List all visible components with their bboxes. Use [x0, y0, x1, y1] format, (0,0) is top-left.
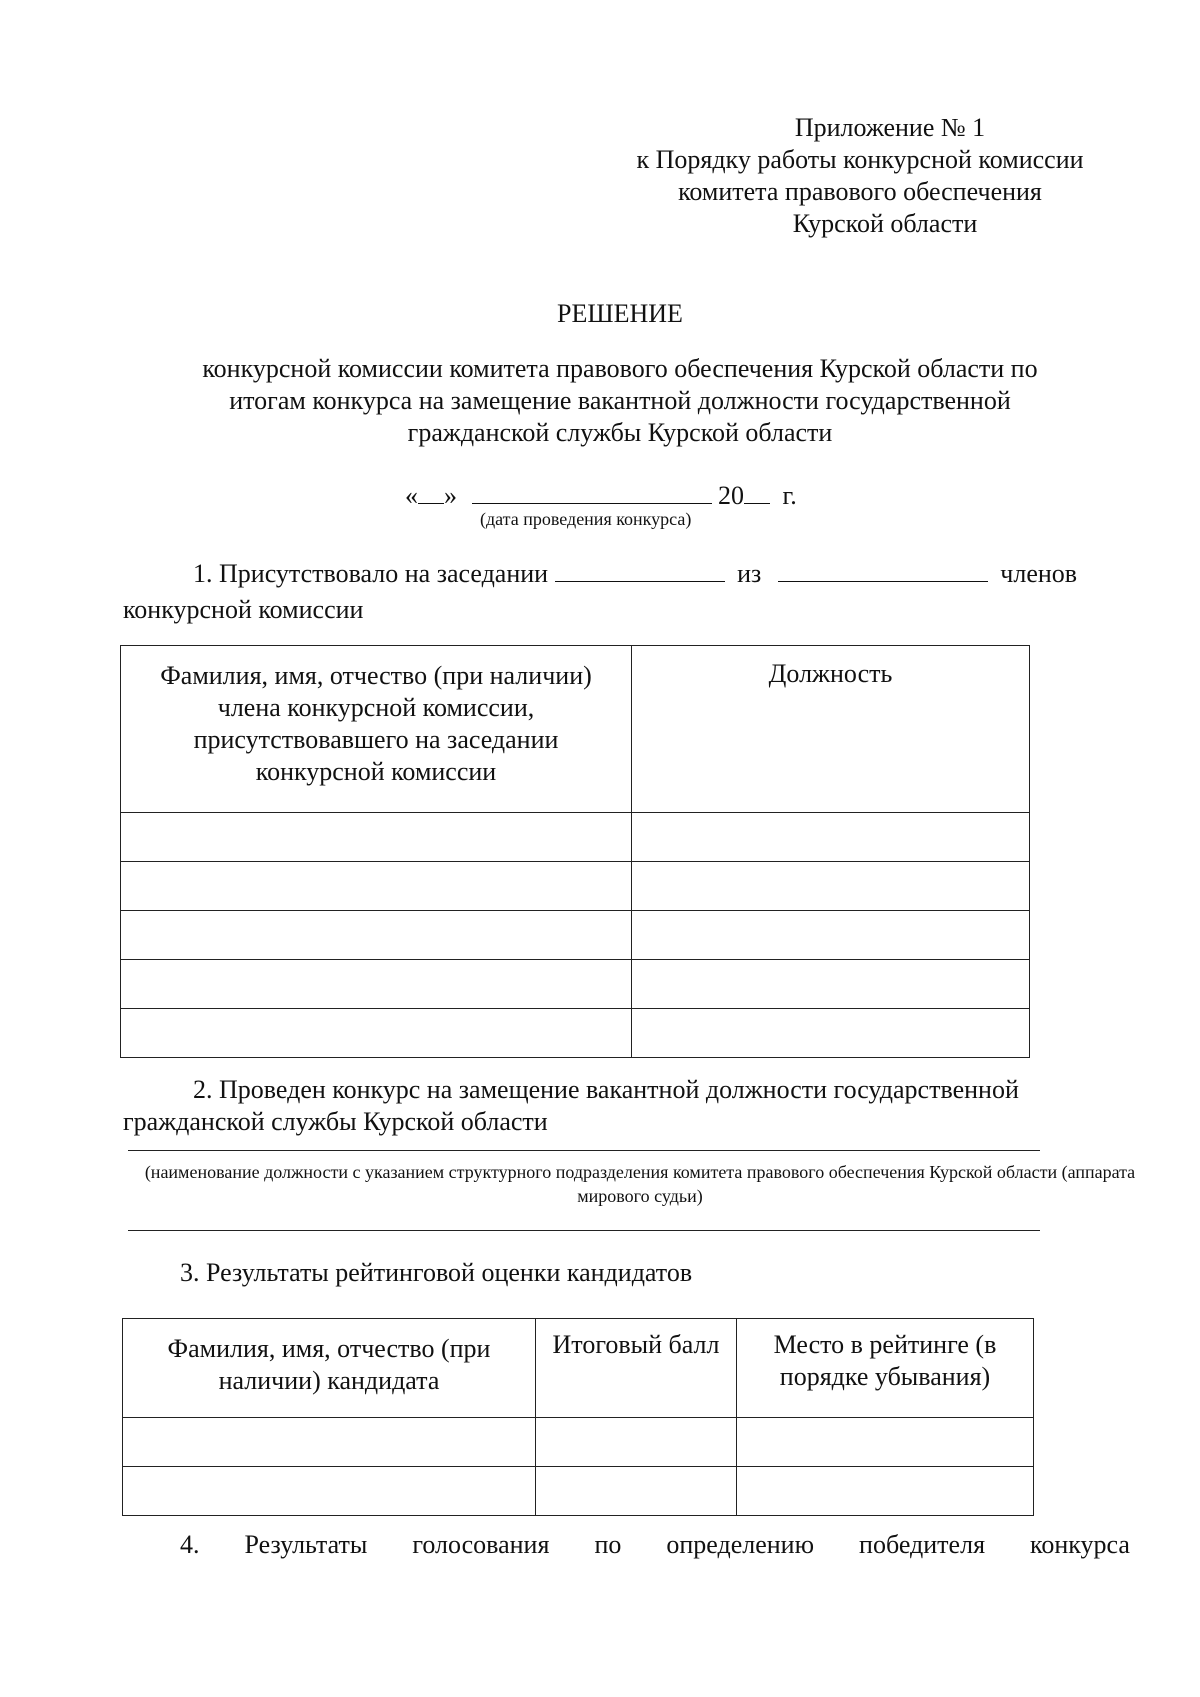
year-prefix: 20: [718, 481, 744, 510]
appendix-line-1: Приложение № 1: [794, 113, 986, 142]
date-close-quote: »: [444, 481, 457, 510]
section-4: [180, 1530, 1130, 1560]
member-position-cell[interactable]: [632, 813, 1030, 862]
table-row: [121, 960, 1030, 1009]
header-rating-place: Место в рейтинге (в порядке убывания): [737, 1319, 1034, 1418]
section-2-text: 2. Проведен конкурс на замещение вакантной должности государственной гражданской службы Курской области: [123, 1075, 1019, 1136]
section-4-word: конкурса: [1030, 1530, 1130, 1559]
section-1: [123, 556, 1113, 628]
section-3-title: 3. Результаты рейтинговой оценки кандидатов: [180, 1258, 693, 1287]
appendix-header: [600, 112, 1120, 240]
candidate-score-cell[interactable]: [536, 1418, 737, 1467]
candidate-score-cell[interactable]: [536, 1467, 737, 1516]
header-candidate-name: Фамилия, имя, отчество (при наличии) кандидата: [123, 1319, 536, 1418]
position-caption: (наименование должности с указанием структурного подразделения комитета правового обеспечения Курской области (аппарата мирового судьи): [144, 1162, 1136, 1206]
header-member-name: Фамилия, имя, отчество (при наличии) члена конкурсной комиссии, присутствовавшего на заседании конкурсной комиссии: [121, 646, 632, 813]
section-4-word: по: [594, 1530, 622, 1559]
section-1-text-members: членов: [1000, 559, 1078, 588]
members-table-header: [121, 646, 1030, 813]
member-position-cell[interactable]: [632, 1009, 1030, 1058]
appendix-line-4: Курской области: [792, 209, 978, 238]
section-4-word: 4.: [180, 1530, 200, 1559]
document-title: РЕШЕНИЕ: [557, 299, 683, 328]
position-name-line-1[interactable]: [128, 1150, 1040, 1151]
candidates-table-header: [123, 1319, 1034, 1418]
table-row: [123, 1467, 1034, 1516]
table-row: [123, 1418, 1034, 1467]
member-position-cell[interactable]: [632, 911, 1030, 960]
member-position-cell[interactable]: [632, 862, 1030, 911]
member-position-cell[interactable]: [632, 960, 1030, 1009]
appendix-line-3: комитета правового обеспечения: [678, 177, 1042, 206]
present-count-blank[interactable]: [555, 557, 725, 582]
member-name-cell[interactable]: [121, 813, 632, 862]
date-line: [405, 479, 797, 511]
section-1-text-from: из: [737, 559, 762, 588]
date-open-quote: «: [405, 481, 418, 510]
section-4-word: победителя: [859, 1530, 986, 1559]
section-4-word: голосования: [412, 1530, 550, 1559]
header-final-score: Итоговый балл: [536, 1319, 737, 1418]
total-members-blank[interactable]: [778, 557, 988, 582]
section-2: [123, 1074, 1113, 1138]
member-name-cell[interactable]: [121, 1009, 632, 1058]
day-blank[interactable]: [418, 479, 444, 504]
section-4-word: определению: [666, 1530, 815, 1559]
member-name-cell[interactable]: [121, 862, 632, 911]
date-caption: (дата проведения конкурса): [480, 509, 692, 529]
table-row: [121, 862, 1030, 911]
candidates-table: [122, 1318, 1034, 1516]
section-1-text-end: конкурсной комиссии: [123, 595, 364, 624]
appendix-line-2: к Порядку работы конкурсной комиссии: [636, 145, 1084, 174]
table-row: [121, 911, 1030, 960]
table-row: [121, 813, 1030, 862]
candidate-name-cell[interactable]: [123, 1467, 536, 1516]
candidate-place-cell[interactable]: [737, 1418, 1034, 1467]
member-name-cell[interactable]: [121, 960, 632, 1009]
table-row: [121, 1009, 1030, 1058]
year-blank[interactable]: [744, 479, 770, 504]
candidate-place-cell[interactable]: [737, 1467, 1034, 1516]
section-1-text-start: 1. Присутствовало на заседании: [193, 559, 549, 588]
member-name-cell[interactable]: [121, 911, 632, 960]
section-4-word: Результаты: [244, 1530, 368, 1559]
year-suffix: г.: [776, 481, 797, 510]
members-table: [120, 645, 1030, 1058]
header-position: Должность: [632, 646, 1030, 813]
position-name-line-2[interactable]: [128, 1230, 1040, 1231]
candidate-name-cell[interactable]: [123, 1418, 536, 1467]
month-blank[interactable]: [472, 479, 712, 504]
document-subtitle: конкурсной комиссии комитета правового обеспечения Курской области по итогам конкурса на замещение вакантной должности государственной гражданской службы Курской области: [202, 354, 1038, 447]
